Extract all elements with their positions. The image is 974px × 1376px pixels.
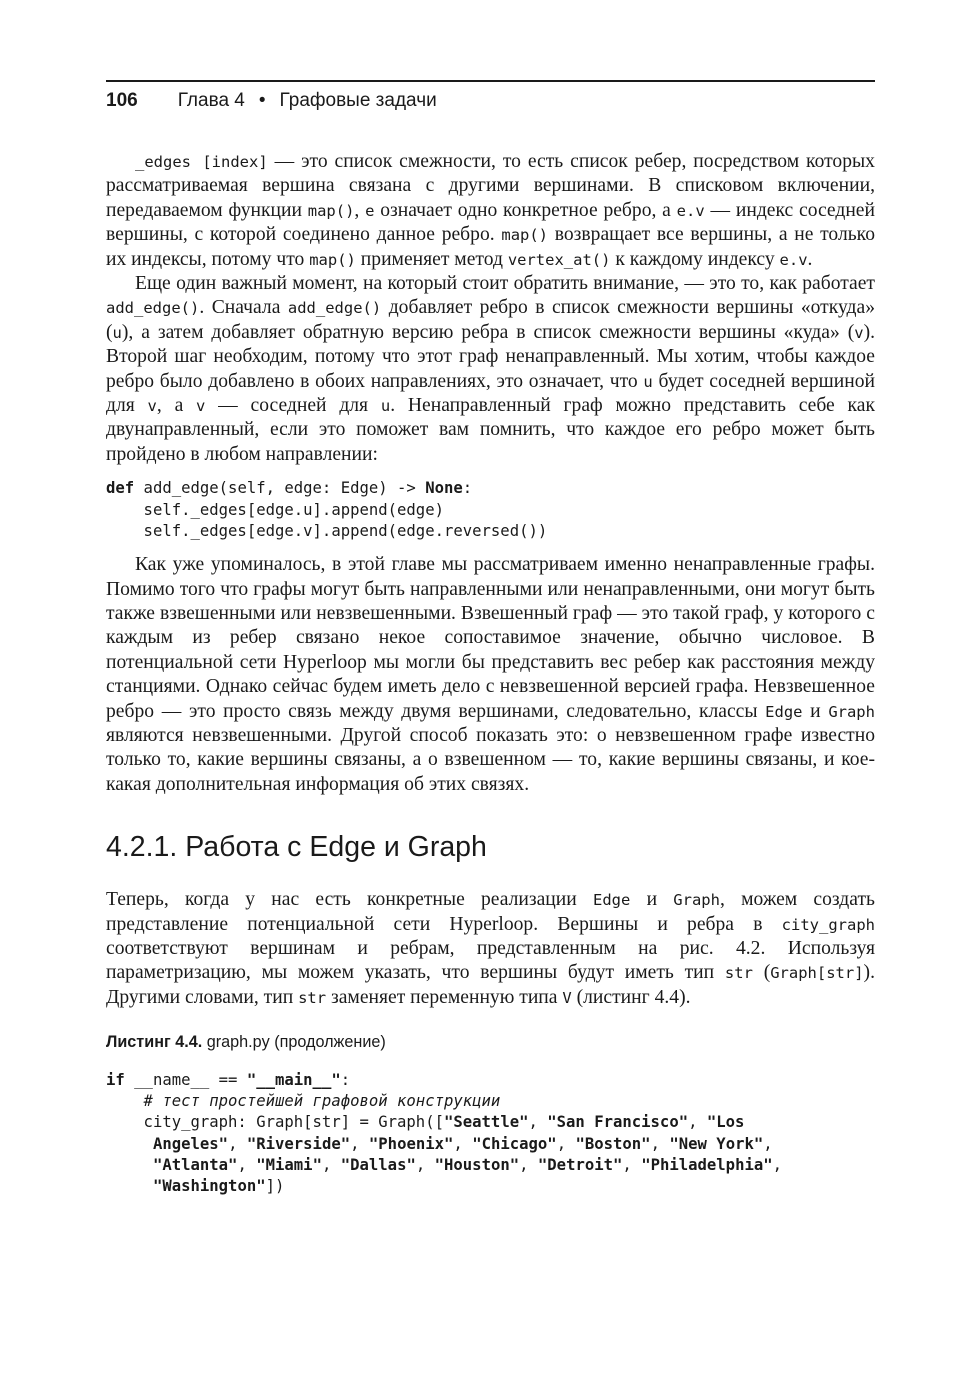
listing-label: Листинг 4.4. [106,1033,203,1052]
text: ). Другими словами, тип [106,962,875,1008]
inline-code: e [365,201,375,220]
text: ( [752,962,771,984]
city-string: "Phoenix" [368,1134,454,1153]
city-string: "Seattle" [443,1113,529,1132]
inline-code: Edge [765,702,803,721]
city-string: "Atlanta" [152,1155,238,1174]
text: заменяет переменную типа [326,986,563,1008]
text: к каждому индексу [610,248,780,270]
city-string: "Riverside" [246,1134,351,1153]
listing-caption [106,1030,875,1054]
text: возвращает все вершины, а не только их индексы, потому что [106,224,875,270]
code-sep: , [415,1155,435,1174]
inline-code: Graph[str] [770,964,864,983]
city-string: "Chicago" [472,1134,557,1153]
inline-code: vertex_at() [507,250,611,269]
code-text: __name__ == [124,1070,247,1089]
inline-code: _edges [index] [135,153,268,171]
code-sep: , [228,1134,247,1153]
code-sep: , [528,1113,548,1132]
city-string: "Boston" [575,1134,651,1153]
code-comment: # тест простейшей графовой конструкции [106,1091,501,1110]
inline-code: map() [309,250,356,269]
text: ), а затем добавляет обратную версию ребра в список смежности вершины «куда» ( [121,321,855,343]
code-sep: , [453,1134,473,1153]
text: . Ненаправленный граф можно представить себе как двунаправленный, если это поможет вам помнить, что каждое его ребро может быть пройдено в любом направлении: [106,395,875,465]
text: означает одно конкретное ребро, а [374,199,677,221]
text: — это список смежности, то есть список ребер, посредством которых рассматриваемая вершина связана с другими вершинами. В списковом включении, передаваемом функции [106,151,875,221]
inline-code: map() [307,201,355,220]
city-string: "Washington" [152,1177,266,1196]
code-block-city-graph: if __name__ == "__main__": # тест простейшей графовой конструкции city_graph: Graph[str] = Graph(["Seattle", "San Francisco", "Los Angeles", "Riverside", "Phoenix", "Chicago", "Boston", "New York", "Atlanta", "Miami", "Dallas", "Houston", "Detroit", "Philadelphia", "Washington"]) [106,1070,783,1196]
inline-code: V [562,988,572,1007]
code-text: ]) [265,1177,285,1196]
inline-code: v [196,397,206,416]
header-rule [106,80,875,82]
text: — индекс соседней вершины, с которой соединено данное ребро. [106,199,875,246]
code-sep: , [519,1155,538,1174]
text: Теперь, когда у нас есть конкретные реализации [106,889,593,911]
paragraph-2 [106,272,875,467]
code-line: self._edges[edge.u].append(edge) [106,500,444,519]
text: применяет метод [355,248,508,270]
code-text: : [462,479,473,498]
inline-code: e.v [779,250,808,269]
page-number: 106 [106,90,138,111]
code-text: add_edge(self, edge: Edge) -> [134,479,426,498]
inline-code: Edge [593,891,631,910]
code-block-add-edge [106,478,875,542]
inline-code: str [298,988,327,1007]
paragraph-4 [106,888,875,1010]
text: и [802,700,829,722]
code-keyword: None [425,479,463,498]
code-sep: , [650,1134,670,1153]
city-string-los-angeles: "Los Angeles" [152,1113,745,1153]
text: (листинг 4.4). [571,986,691,1008]
code-text: city_graph: Graph[str] = Graph([ [106,1113,444,1132]
text: добавляет ребро в список смежности вершины «откуда» ( [106,297,876,343]
text: ). Второй шаг необходим, потому что этот граф ненаправленный. Мы хотим, чтобы каждое ребро было добавлено в обоих направлениях, это означает, что [106,321,875,392]
city-string: "New York" [669,1134,764,1153]
text: соответствуют вершинам и ребрам, представленным на рис. 4.2. Используя параметризацию, мы можем указать, что вершины будут иметь тип [106,938,875,984]
code-sep: , [688,1113,707,1132]
running-header [106,84,875,118]
paragraph-3 [106,553,875,797]
city-string: "San Francisco" [547,1113,689,1132]
code-sep: , [237,1155,257,1174]
text: , можем создать представление потенциальной сети Hyperloop. Вершины и ребра в [106,889,875,935]
text: будет соседней вершиной для [106,370,875,417]
inline-code: e.v [676,201,705,220]
inline-code: v [854,323,864,342]
city-string: "Dallas" [340,1155,416,1174]
city-string: "Philadelphia" [641,1155,773,1174]
text: Еще один важный момент, на который стоит обратить внимание, — это то, как работает [135,273,875,295]
inline-code: map() [501,226,549,245]
city-string: "Miami" [256,1155,322,1174]
code-sep: , [556,1134,576,1153]
inline-code: v [147,397,157,416]
text: , [354,199,366,221]
inline-code: Graph [828,702,875,721]
code-line: self._edges[edge.v].append(edge.reversed()) [106,521,548,540]
code-sep: , [321,1155,341,1174]
inline-code: Graph [673,891,720,910]
text: являются невзвешенными. Другой способ показать это: о невзвешенном графе известно только то, какие вершины связаны, а о взвешенном — то, какие вершины связаны, и кое-какая дополнительная информация об этих связях. [106,725,875,795]
city-string: "Houston" [434,1155,520,1174]
text: . [807,248,813,270]
chapter-title: Графовые задачи [279,90,437,111]
code-sep: , [622,1155,642,1174]
text: — соседней для [205,395,381,417]
inline-code: u [643,372,653,391]
paragraph-1 [106,150,875,272]
page-body [106,150,875,1197]
inline-code: str [724,964,753,983]
code-string: "__main__" [246,1070,341,1089]
header-bullet: • [258,90,266,111]
text: Как уже упоминалось, в этой главе мы рассматриваем именно ненаправленные графы. Помимо того что графы могут быть направленными или ненаправленными, они могут быть также взвешенными или невзвешенными. Взвешенный граф — это такой граф, у которого с каждым из ребер связано некое сопоставимое значение, обычно числовое. В потенциальной сети Hyperloop мы могли бы представить вес ребер как расстояния между станциями. Однако сейчас будем иметь дело с невзвешенной версией графа. Невзвешенное ребро — это просто связь между двумя вершинами, следовательно, классы [106,554,875,722]
section-heading: 4.2.1. Работа с Edge и Graph [106,831,487,864]
code-keyword: def [106,479,135,498]
inline-code: add_edge() [106,299,200,318]
chapter-label: Глава 4 [177,90,245,111]
inline-code: u [112,323,122,342]
text: и [630,889,674,911]
code-sep: , [350,1134,369,1153]
inline-code: u [380,397,391,416]
text: , а [156,395,197,417]
code-text: : [340,1070,351,1089]
text: . Сначала [199,297,288,319]
code-keyword: if [106,1070,125,1089]
listing-file: graph.py (продолжение) [202,1033,386,1052]
city-string: "Detroit" [537,1155,623,1174]
inline-code: add_edge() [287,299,382,318]
inline-code: city_graph [781,915,875,934]
